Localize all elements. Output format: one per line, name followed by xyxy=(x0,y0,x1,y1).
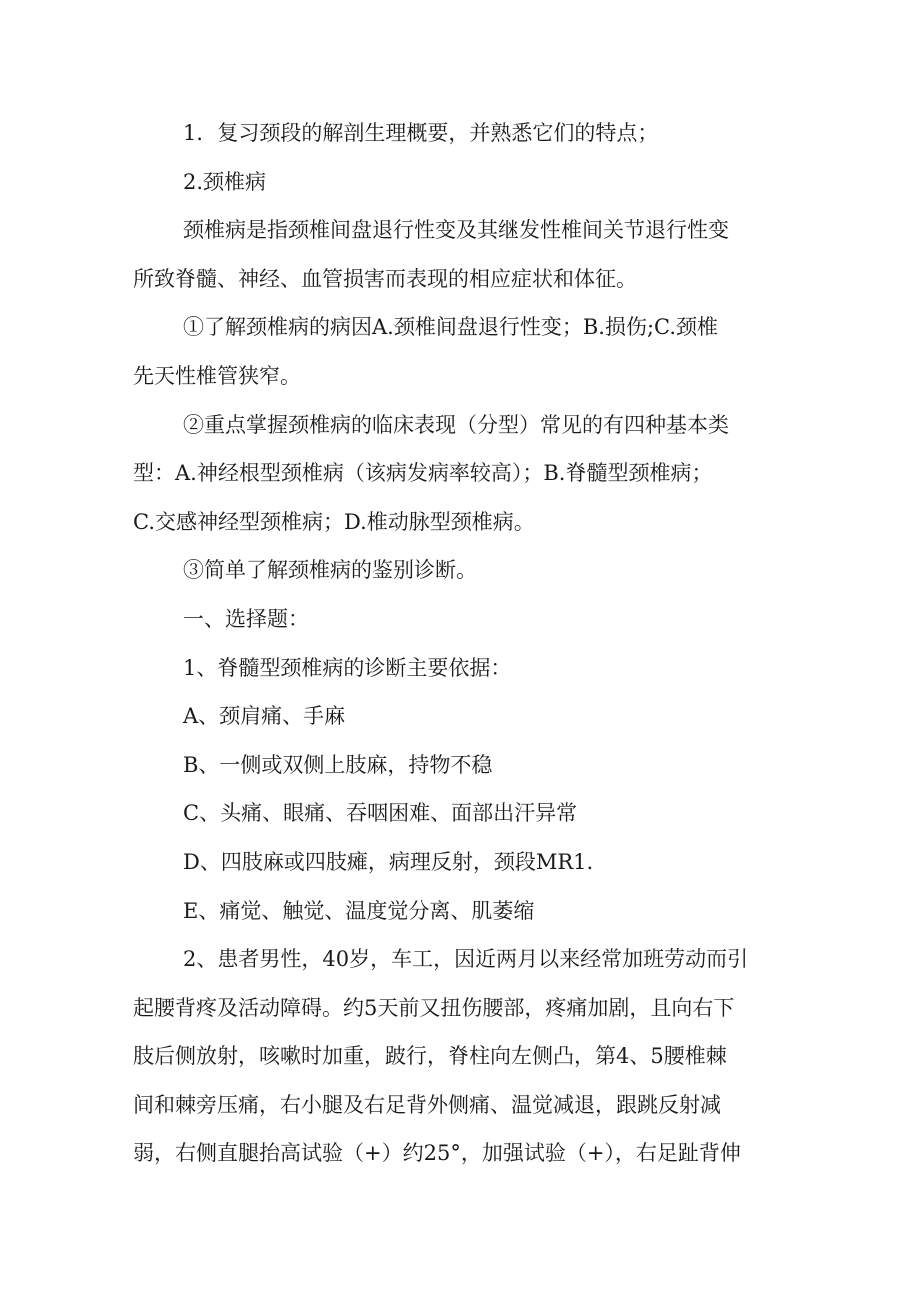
question-stem: 弱，右侧直腿抬高试验（+）约25°，加强试验（+），右足趾背伸 xyxy=(133,1141,741,1166)
text-line: C.交感神经型颈椎病；D.椎动脉型颈椎病。 xyxy=(133,509,535,534)
text-line: 1．复习颈段的解剖生理概要，并熟悉它们的特点； xyxy=(183,121,659,145)
text-line: 2.颈椎病 xyxy=(183,169,267,194)
document-body xyxy=(133,109,797,1178)
answer-option: B、一侧或双侧上肢麻，持物不稳 xyxy=(183,752,493,777)
question-stem: 1、脊髓型颈椎病的诊断主要依据： xyxy=(183,655,512,680)
answer-option: D、四肢麻或四肢瘫，病理反射，颈段MR1. xyxy=(183,849,594,874)
question-stem: 间和棘旁压痛，右小腿及右足背外侧痛、温觉减退，跟跳反射减 xyxy=(133,1092,721,1117)
text-line: ②重点掌握颈椎病的临床表现（分型）常见的有四种基本类 xyxy=(183,412,729,437)
text-line: ①了解颈椎病的病因A.颈椎间盘退行性变；B.损伤;C.颈椎 xyxy=(183,315,719,340)
question-stem: 起腰背疼及活动障碍。约5天前又扭伤腰部，疼痛加剧，且向右下 xyxy=(133,995,735,1020)
answer-option: C、头痛、眼痛、吞咽困难、面部出汗异常 xyxy=(183,801,578,826)
text-line: 颈椎病是指颈椎间盘退行性变及其继发性椎间关节退行性变 xyxy=(183,218,729,243)
question-stem: 肢后侧放射，咳嗽时加重，跛行，脊柱向左侧凸，第4、5腰椎棘 xyxy=(133,1044,727,1069)
answer-option: E、痛觉、触觉、温度觉分离、肌萎缩 xyxy=(183,898,535,923)
answer-option: A、颈肩痛、手麻 xyxy=(183,704,346,729)
text-line: 所致脊髓、神经、血管损害而表现的相应症状和体征。 xyxy=(133,266,637,291)
text-line: 型：A.神经根型颈椎病（该病发病率较高）；B.脊髓型颈椎病； xyxy=(133,461,713,486)
text-line: ③简单了解颈椎病的鉴别诊断。 xyxy=(183,558,477,583)
text-line: 先天性椎管狭窄。 xyxy=(133,363,301,388)
question-stem: 2、患者男性，40岁，车工，因近两月以来经常加班劳动而引 xyxy=(183,947,749,972)
section-heading: 一、选择题： xyxy=(183,606,309,631)
